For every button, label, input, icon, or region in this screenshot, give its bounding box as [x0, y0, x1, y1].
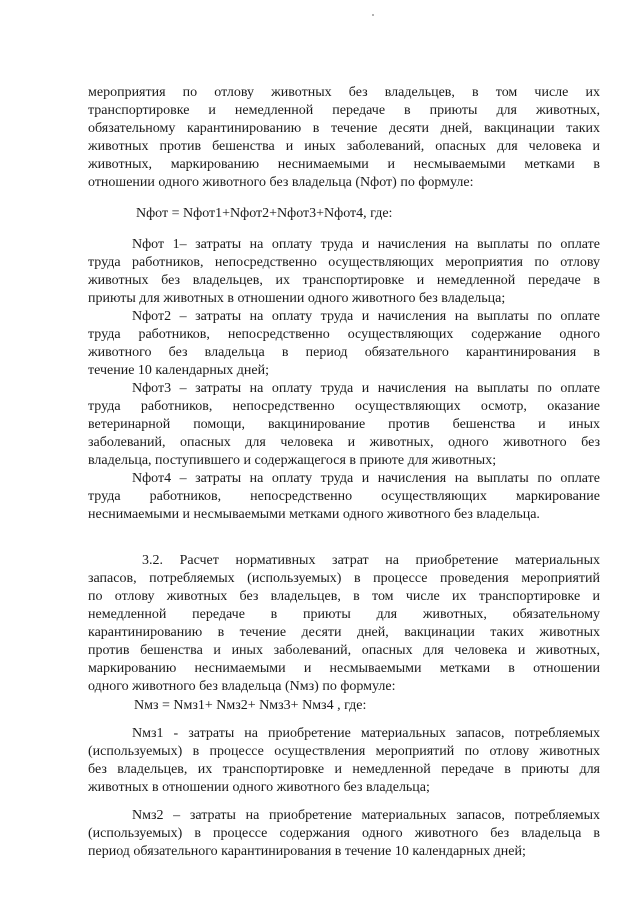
paragraph-line: течение 10 календарных дней;: [88, 363, 270, 378]
paragraph-line: животного без владельца в период обязательного карантинирования в: [88, 345, 600, 360]
paragraph-line: (используемых) в процессе осуществления мероприятий по отлову животных: [88, 744, 600, 759]
paragraph-line: маркированию неснимаемыми и несмываемыми метками в отношении: [88, 661, 600, 676]
paragraph-line: ветеринарной помощи, вакцинирование против бешенства и иных: [88, 417, 600, 432]
paragraph-line: карантинированию в течение десяти дней, вакцинации таких животных: [88, 625, 600, 640]
scan-speck: [372, 14, 374, 16]
paragraph-line: Nфот4 – затраты на оплату труда и начисления на выплаты по оплате: [132, 471, 600, 486]
paragraph-line: труда работников, непосредственно осуществляющих мероприятия по отлову: [88, 255, 600, 270]
paragraph-line: без владельцев, их транспортировке и немедленной передаче в приюты для: [88, 762, 600, 777]
paragraph-line: Nфот2 – затраты на оплату труда и начисления на выплаты по оплате: [132, 309, 600, 324]
paragraph-line: труда работников, непосредственно осуществляющих содержание одного: [88, 327, 600, 342]
paragraph-line: животных в отношении одного животного без владельца;: [88, 780, 430, 795]
paragraph-line: животных, маркированию неснимаемыми и несмываемыми метками в: [88, 157, 600, 172]
paragraph-line: период обязательного карантинирования в течение 10 календарных дней;: [88, 844, 526, 859]
formula-line: Nфот = Nфот1+Nфот2+Nфот3+Nфот4, где:: [136, 206, 393, 221]
paragraph-line: владельца, поступившего и содержащегося в приюте для животных;: [88, 453, 497, 468]
paragraph-line: транспортировке и немедленной передаче в приюты для животных,: [88, 103, 600, 118]
paragraph-line: запасов, потребляемых (используемых) в процессе проведения мероприятий: [88, 571, 600, 586]
paragraph-line: одного животного без владельца (Nмз) по формуле:: [88, 679, 396, 694]
paragraph-line: по отлову животных без владельцев, в том числе их транспортировке и: [88, 589, 600, 604]
section-heading-line: 3.2. Расчет нормативных затрат на приобретение материальных: [142, 553, 600, 568]
paragraph-line: Nмз1 - затраты на приобретение материальных запасов, потребляемых: [132, 726, 600, 741]
paragraph-line: Nфот 1– затраты на оплату труда и начисления на выплаты по оплате: [132, 237, 600, 252]
paragraph-line: животных против бешенства и иных заболеваний, опасных для человека и: [88, 139, 600, 154]
paragraph-line: немедленной передаче в приюты для животных, обязательному: [88, 607, 600, 622]
paragraph-line: отношении одного животного без владельца (Nфот) по формуле:: [88, 175, 474, 190]
paragraph-line: (используемых) в процессе содержания одного животного без владельца в: [88, 826, 600, 841]
paragraph-line: Nфот3 – затраты на оплату труда и начисления на выплаты по оплате: [132, 381, 600, 396]
paragraph-line: труда работников, непосредственно осуществляющих осмотр, оказание: [88, 399, 600, 414]
paragraph-line: Nмз2 – затраты на приобретение материальных запасов, потребляемых: [132, 808, 600, 823]
paragraph-line: обязательному карантинированию в течение десяти дней, вакцинации таких: [88, 121, 600, 136]
paragraph-line: заболеваний, опасных для человека и животных, одного животного без: [88, 435, 600, 450]
formula-line: Nмз = Nмз1+ Nмз2+ Nмз3+ Nмз4 , где:: [134, 698, 367, 713]
paragraph-line: мероприятия по отлову животных без владельцев, в том числе их: [88, 85, 600, 100]
paragraph-line: животных без владельцев, их транспортировке и немедленной передаче в: [88, 273, 600, 288]
paragraph-line: приюты для животных в отношении одного животного без владельца;: [88, 291, 506, 306]
paragraph-line: труда работников, непосредственно осуществляющих маркирование: [88, 489, 600, 504]
paragraph-line: неснимаемыми и несмываемыми метками одного животного без владельца.: [88, 507, 540, 522]
paragraph-line: против бешенства и иных заболеваний, опасных для человека и животных,: [88, 643, 600, 658]
